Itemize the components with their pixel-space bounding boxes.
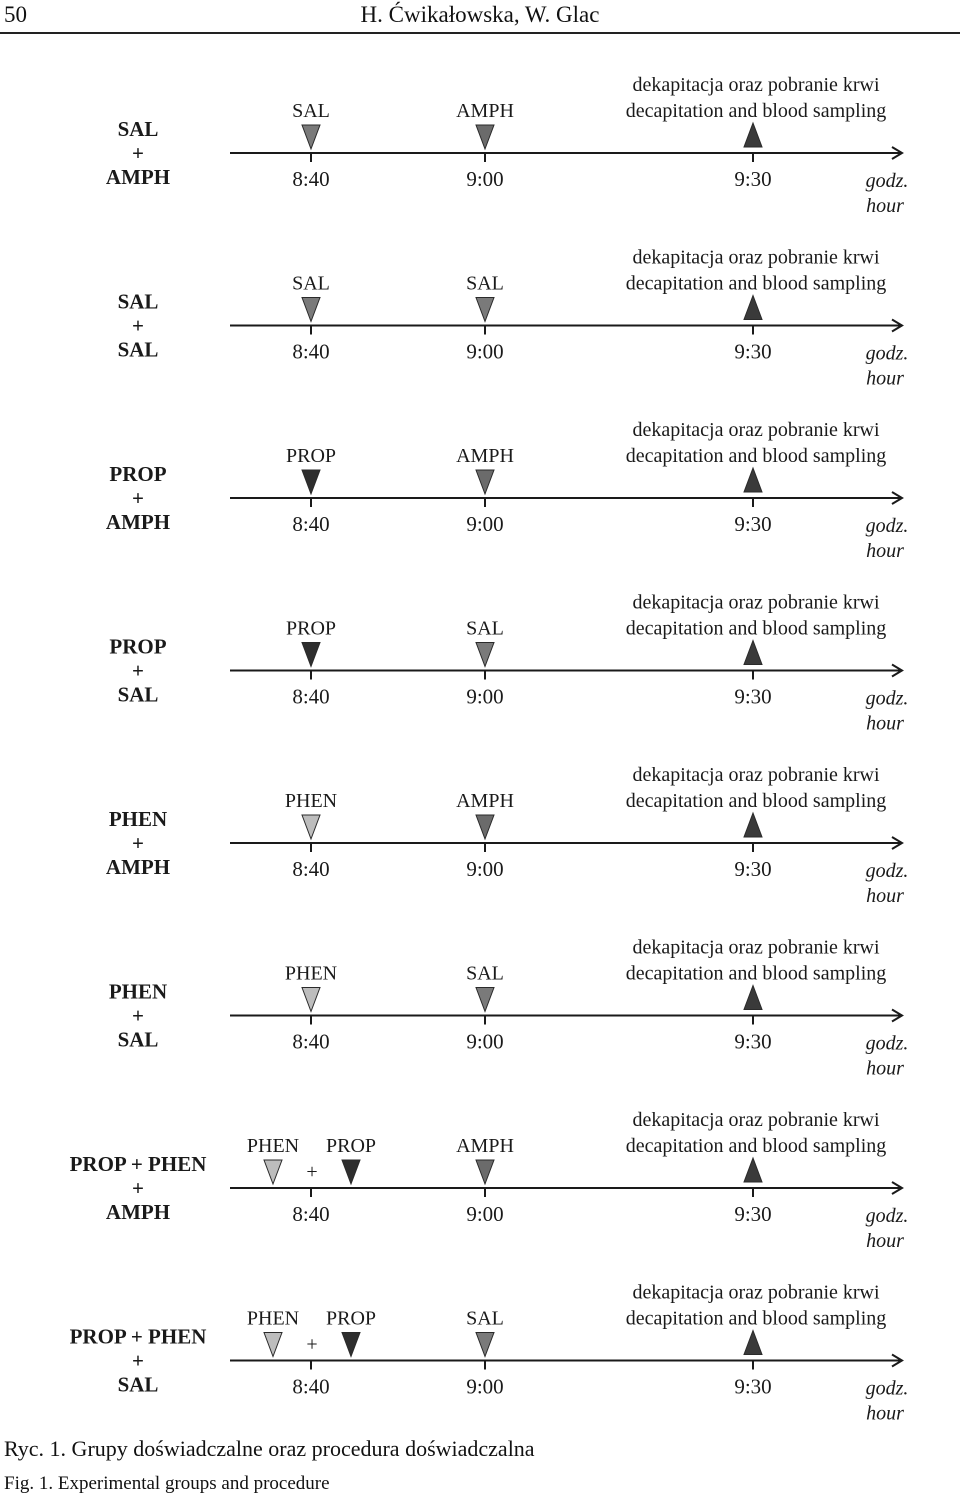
group-label-line: SAL: [117, 682, 159, 707]
page-number: 50: [4, 2, 27, 27]
group-label-line: +: [132, 658, 144, 683]
unit-label-english: hour: [866, 367, 904, 390]
event-label-english: decapitation and blood sampling: [625, 617, 887, 640]
timeline-row: [118, 247, 909, 390]
unit-label-english: hour: [866, 195, 904, 217]
group-label-line: +: [132, 1003, 144, 1028]
group-label-line: +: [132, 831, 144, 855]
second-drug-label: SAL: [466, 272, 504, 295]
group-label-line: +: [132, 486, 144, 510]
second-drug-label: SAL: [466, 617, 504, 640]
injection-marker: [476, 298, 494, 322]
unit-label-polish: godz.: [865, 1377, 909, 1400]
time-label: 8:40: [292, 167, 330, 191]
unit-label-english: hour: [866, 1230, 904, 1252]
group-label-line: +: [132, 1176, 144, 1200]
second-drug-label: AMPH: [456, 100, 514, 122]
group-label-line: SAL: [117, 1027, 159, 1052]
event-label-english: decapitation and blood sampling: [625, 1135, 887, 1157]
injection-marker: [302, 125, 320, 149]
time-label: 9:30: [734, 339, 772, 364]
time-label: 8:40: [292, 857, 330, 881]
time-label: 9:00: [466, 512, 504, 536]
group-label-line: AMPH: [105, 510, 171, 534]
unit-label-english: hour: [866, 1057, 904, 1080]
injection-marker: [302, 988, 320, 1012]
unit-label-polish: godz.: [865, 687, 909, 710]
injection-marker: [264, 1333, 282, 1357]
unit-label-english: hour: [866, 712, 904, 735]
group-label-line: PROP: [109, 462, 167, 486]
timeline-row: [106, 74, 908, 217]
timeline-row: [109, 592, 908, 735]
event-label-polish: dekapitacja oraz pobranie krwi: [632, 246, 880, 269]
injection-marker: [476, 125, 494, 149]
decapitation-marker: [744, 123, 762, 147]
time-label: 9:00: [466, 1374, 504, 1399]
group-label-line: AMPH: [105, 855, 171, 879]
injection-marker: [342, 1333, 360, 1357]
group-label-line: PHEN: [108, 807, 168, 831]
timeline-row: [106, 419, 908, 562]
second-drug-label: SAL: [466, 1307, 504, 1330]
second-drug-label: SAL: [466, 962, 504, 985]
second-drug-label: AMPH: [456, 790, 514, 812]
first-drug-label: PROP: [285, 617, 337, 640]
group-label-line: AMPH: [105, 165, 171, 189]
injection-marker: [476, 988, 494, 1012]
injection-marker: [476, 470, 494, 494]
experimental-procedure-figure: [0, 40, 960, 1432]
group-label-line: PROP + PHEN: [69, 1324, 207, 1349]
injection-marker: [342, 1160, 360, 1184]
group-label-line: SAL: [117, 1372, 159, 1397]
timeline-row: [70, 1282, 909, 1425]
event-label-english: decapitation and blood sampling: [625, 962, 887, 985]
group-label-line: SAL: [117, 337, 159, 362]
time-label: 9:30: [734, 857, 772, 881]
decapitation-marker: [744, 986, 762, 1010]
timeline-row: [109, 937, 909, 1080]
group-label-line: PROP + PHEN: [69, 1152, 207, 1176]
time-label: 9:00: [466, 1202, 504, 1226]
time-label: 8:40: [292, 512, 330, 536]
time-label: 9:30: [734, 512, 772, 536]
time-label: 9:00: [466, 684, 504, 709]
first-drug-label: SAL: [292, 100, 330, 122]
time-label: 9:30: [734, 167, 772, 191]
timeline-row: [106, 764, 908, 907]
decapitation-marker: [744, 1158, 762, 1182]
time-label: 9:30: [734, 1374, 772, 1399]
second-drug-label: AMPH: [456, 445, 514, 467]
time-label: 9:30: [734, 1202, 772, 1226]
unit-label-polish: godz.: [865, 1032, 909, 1055]
event-label-english: decapitation and blood sampling: [625, 790, 887, 812]
decapitation-marker: [744, 813, 762, 837]
injection-marker: [476, 815, 494, 839]
time-label: 9:00: [466, 1029, 504, 1054]
time-label: 9:00: [466, 167, 504, 191]
unit-label-polish: godz.: [865, 1205, 909, 1227]
injection-marker: [476, 1160, 494, 1184]
figure-caption-polish: Ryc. 1. Grupy doświadczalne oraz procedura doświadczalna: [4, 1436, 535, 1461]
decapitation-marker: [744, 296, 762, 320]
group-label-line: SAL: [117, 117, 159, 141]
injection-marker: [476, 643, 494, 667]
injection-marker: [302, 815, 320, 839]
second-drug-label: AMPH: [456, 1135, 514, 1157]
unit-label-english: hour: [866, 885, 904, 907]
event-label-polish: dekapitacja oraz pobranie krwi: [632, 1281, 880, 1304]
first-drug-label: PHEN: [246, 1135, 300, 1157]
group-label-line: PHEN: [108, 979, 168, 1004]
combined-plus: +: [306, 1161, 318, 1183]
time-label: 8:40: [292, 1202, 330, 1226]
first-drug-label: SAL: [292, 272, 330, 295]
unit-label-polish: godz.: [865, 860, 909, 882]
decapitation-marker: [744, 1331, 762, 1355]
running-head-authors: H. Ćwikałowska, W. Glac: [360, 2, 600, 27]
injection-marker: [302, 470, 320, 494]
figure-caption-english: Fig. 1. Experimental groups and procedure: [4, 1473, 330, 1494]
combined-plus: +: [306, 1333, 318, 1356]
first-drug-label: PROP: [285, 445, 337, 467]
timeline-row: [70, 1109, 909, 1252]
group-label-line: +: [132, 313, 144, 338]
first-drug-label: PHEN: [284, 790, 338, 812]
time-label: 9:00: [466, 339, 504, 364]
group-label-line: SAL: [117, 289, 159, 314]
unit-label-english: hour: [866, 1402, 904, 1425]
group-label-line: +: [132, 1348, 144, 1373]
time-label: 8:40: [292, 684, 330, 709]
group-label-line: +: [132, 141, 144, 165]
injection-marker: [264, 1160, 282, 1184]
injection-marker: [302, 298, 320, 322]
event-label-polish: dekapitacja oraz pobranie krwi: [632, 936, 880, 959]
time-label: 8:40: [292, 339, 330, 364]
event-label-polish: dekapitacja oraz pobranie krwi: [632, 74, 880, 96]
event-label-english: decapitation and blood sampling: [625, 445, 887, 467]
first-drug-label: PHEN: [284, 962, 338, 985]
decapitation-marker: [744, 468, 762, 492]
unit-label-polish: godz.: [865, 342, 909, 365]
decapitation-marker: [744, 641, 762, 665]
time-label: 8:40: [292, 1029, 330, 1054]
event-label-polish: dekapitacja oraz pobranie krwi: [632, 419, 880, 441]
event-label-english: decapitation and blood sampling: [625, 272, 887, 295]
unit-label-english: hour: [866, 540, 904, 562]
time-label: 8:40: [292, 1374, 330, 1399]
event-label-english: decapitation and blood sampling: [625, 1307, 887, 1330]
first-drug-label: PROP: [325, 1135, 377, 1157]
time-label: 9:30: [734, 684, 772, 709]
first-drug-label: PHEN: [246, 1307, 300, 1330]
injection-marker: [302, 643, 320, 667]
event-label-polish: dekapitacja oraz pobranie krwi: [632, 764, 880, 786]
unit-label-polish: godz.: [865, 170, 909, 192]
event-label-english: decapitation and blood sampling: [625, 100, 887, 122]
injection-marker: [476, 1333, 494, 1357]
event-label-polish: dekapitacja oraz pobranie krwi: [632, 591, 880, 614]
time-label: 9:30: [734, 1029, 772, 1054]
first-drug-label: PROP: [325, 1307, 377, 1330]
event-label-polish: dekapitacja oraz pobranie krwi: [632, 1109, 880, 1131]
page-header: [0, 0, 960, 34]
group-label-line: AMPH: [105, 1200, 171, 1224]
time-label: 9:00: [466, 857, 504, 881]
group-label-line: PROP: [109, 634, 167, 659]
unit-label-polish: godz.: [865, 515, 909, 537]
